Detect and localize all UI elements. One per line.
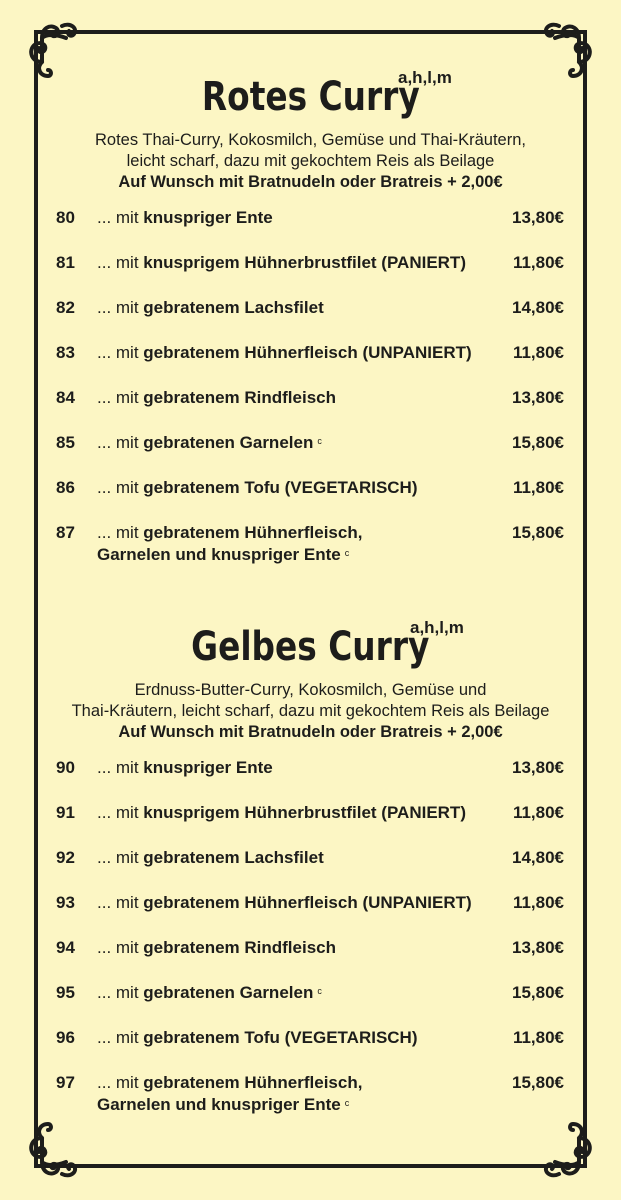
item-dish: knusprigem Hühnerbrustfilet (PANIERT) bbox=[143, 803, 466, 822]
corner-ornament-bottom-right bbox=[535, 1118, 599, 1182]
item-price: 13,80€ bbox=[512, 938, 564, 957]
item-name bbox=[97, 892, 497, 914]
item-number: 91 bbox=[56, 803, 75, 822]
item-dish: gebratenem Tofu (VEGETARISCH) bbox=[143, 478, 418, 497]
item-number: 93 bbox=[56, 893, 75, 912]
section-title: Rotes Curry bbox=[201, 74, 420, 120]
item-price: 11,80€ bbox=[512, 478, 564, 497]
item-number: 97 bbox=[56, 1073, 75, 1092]
item-dish: gebratenem Lachsfilet bbox=[143, 848, 324, 867]
menu-item-list bbox=[0, 207, 621, 570]
menu-item bbox=[0, 937, 621, 982]
item-name bbox=[97, 847, 497, 869]
item-price: 14,80€ bbox=[512, 848, 564, 867]
item-number: 86 bbox=[56, 478, 75, 497]
section-description bbox=[0, 680, 621, 743]
item-allergen: c bbox=[344, 1098, 350, 1108]
menu-item bbox=[0, 207, 621, 252]
item-number: 92 bbox=[56, 848, 75, 867]
item-name bbox=[97, 1027, 497, 1049]
item-allergen: c bbox=[344, 548, 350, 558]
item-prefix: ... mit bbox=[97, 433, 144, 452]
menu-item bbox=[0, 522, 621, 570]
item-price: 15,80€ bbox=[512, 433, 564, 452]
corner-ornament-bottom-left bbox=[22, 1118, 86, 1182]
menu-item bbox=[0, 982, 621, 1027]
item-number: 96 bbox=[56, 1028, 75, 1047]
side-dish-note: Auf Wunsch mit Bratnudeln oder Bratreis + 2,00€ bbox=[118, 173, 503, 191]
item-name bbox=[97, 982, 497, 1004]
item-price: 11,80€ bbox=[512, 803, 564, 822]
item-prefix: ... mit bbox=[97, 343, 144, 362]
item-dish: gebratenen Garnelen bbox=[143, 433, 314, 452]
item-number: 94 bbox=[56, 938, 75, 957]
item-prefix: ... mit bbox=[97, 388, 144, 407]
item-name bbox=[97, 207, 497, 229]
item-name bbox=[97, 757, 497, 779]
item-prefix: ... mit bbox=[97, 803, 144, 822]
item-name bbox=[97, 937, 497, 959]
item-dish: gebratenem Hühnerfleisch (UNPANIERT) bbox=[143, 893, 472, 912]
item-prefix: ... mit bbox=[97, 1073, 144, 1092]
item-name bbox=[97, 477, 497, 499]
menu-item bbox=[0, 847, 621, 892]
item-prefix: ... mit bbox=[97, 1028, 144, 1047]
menu-item-list bbox=[0, 757, 621, 1120]
item-name bbox=[97, 432, 497, 454]
item-number: 87 bbox=[56, 523, 75, 542]
item-price: 13,80€ bbox=[512, 388, 564, 407]
section-rotes-curry bbox=[0, 66, 621, 570]
item-prefix: ... mit bbox=[97, 253, 144, 272]
item-dish: gebratenem Tofu (VEGETARISCH) bbox=[143, 1028, 418, 1047]
item-number: 90 bbox=[56, 758, 75, 777]
item-price: 11,80€ bbox=[512, 253, 564, 272]
item-price: 11,80€ bbox=[512, 343, 564, 362]
item-allergen: c bbox=[317, 436, 322, 446]
item-dish: gebratenem Hühnerfleisch, bbox=[143, 523, 363, 542]
item-name bbox=[97, 342, 497, 364]
item-allergen: c bbox=[317, 986, 322, 996]
item-dish-line2: Garnelen und knuspriger Ente bbox=[97, 545, 341, 564]
item-prefix: ... mit bbox=[97, 758, 144, 777]
item-dish-line2: Garnelen und knuspriger Ente bbox=[97, 1095, 341, 1114]
item-dish: gebratenem Rindfleisch bbox=[143, 938, 336, 957]
item-price: 14,80€ bbox=[512, 298, 564, 317]
item-name bbox=[97, 252, 497, 274]
item-dish: knusprigem Hühnerbrustfilet (PANIERT) bbox=[143, 253, 466, 272]
menu-item bbox=[0, 1027, 621, 1072]
item-prefix: ... mit bbox=[97, 893, 144, 912]
item-name bbox=[97, 522, 497, 566]
description-line: Thai-Kräutern, leicht scharf, dazu mit gekochtem Reis als Beilage bbox=[71, 702, 550, 720]
menu-item bbox=[0, 387, 621, 432]
menu-item bbox=[0, 892, 621, 937]
description-line: Rotes Thai-Curry, Kokosmilch, Gemüse und Thai-Kräutern, bbox=[94, 131, 526, 149]
section-title-row bbox=[0, 66, 621, 128]
item-dish: gebratenem Rindfleisch bbox=[143, 388, 336, 407]
section-allergens: a,h,l,m bbox=[398, 68, 452, 87]
menu-item bbox=[0, 252, 621, 297]
item-price: 15,80€ bbox=[512, 983, 564, 1002]
item-dish: gebratenem Lachsfilet bbox=[143, 298, 324, 317]
menu-item bbox=[0, 757, 621, 802]
item-price: 13,80€ bbox=[512, 758, 564, 777]
section-title: Gelbes Curry bbox=[191, 624, 430, 670]
item-name bbox=[97, 802, 497, 824]
item-number: 82 bbox=[56, 298, 75, 317]
item-number: 80 bbox=[56, 208, 75, 227]
section-title-row bbox=[0, 616, 621, 678]
section-gelbes-curry bbox=[0, 616, 621, 1120]
item-price: 15,80€ bbox=[512, 523, 564, 542]
menu-item bbox=[0, 1072, 621, 1120]
item-number: 81 bbox=[56, 253, 75, 272]
item-prefix: ... mit bbox=[97, 938, 144, 957]
item-number: 95 bbox=[56, 983, 75, 1002]
item-price: 11,80€ bbox=[512, 893, 564, 912]
section-allergens: a,h,l,m bbox=[410, 618, 464, 637]
item-name bbox=[97, 297, 497, 319]
item-number: 85 bbox=[56, 433, 75, 452]
item-prefix: ... mit bbox=[97, 983, 144, 1002]
menu-item bbox=[0, 297, 621, 342]
item-dish: gebratenen Garnelen bbox=[143, 983, 314, 1002]
menu-item bbox=[0, 432, 621, 477]
menu-item bbox=[0, 342, 621, 387]
item-number: 83 bbox=[56, 343, 75, 362]
item-price: 15,80€ bbox=[512, 1073, 564, 1092]
side-dish-note: Auf Wunsch mit Bratnudeln oder Bratreis + 2,00€ bbox=[118, 723, 503, 741]
item-dish: knuspriger Ente bbox=[143, 758, 273, 777]
item-prefix: ... mit bbox=[97, 523, 144, 542]
item-number: 84 bbox=[56, 388, 75, 407]
item-price: 13,80€ bbox=[512, 208, 564, 227]
item-name bbox=[97, 387, 497, 409]
item-dish: gebratenem Hühnerfleisch, bbox=[143, 1073, 363, 1092]
description-line: leicht scharf, dazu mit gekochtem Reis als Beilage bbox=[126, 152, 495, 170]
item-dish: gebratenem Hühnerfleisch (UNPANIERT) bbox=[143, 343, 472, 362]
item-prefix: ... mit bbox=[97, 208, 144, 227]
item-name bbox=[97, 1072, 497, 1116]
description-line: Erdnuss-Butter-Curry, Kokosmilch, Gemüse und bbox=[134, 681, 487, 699]
section-description bbox=[0, 130, 621, 193]
menu-item bbox=[0, 477, 621, 522]
item-prefix: ... mit bbox=[97, 478, 144, 497]
item-prefix: ... mit bbox=[97, 848, 144, 867]
menu-item bbox=[0, 802, 621, 847]
item-dish: knuspriger Ente bbox=[143, 208, 273, 227]
item-price: 11,80€ bbox=[512, 1028, 564, 1047]
item-prefix: ... mit bbox=[97, 298, 144, 317]
